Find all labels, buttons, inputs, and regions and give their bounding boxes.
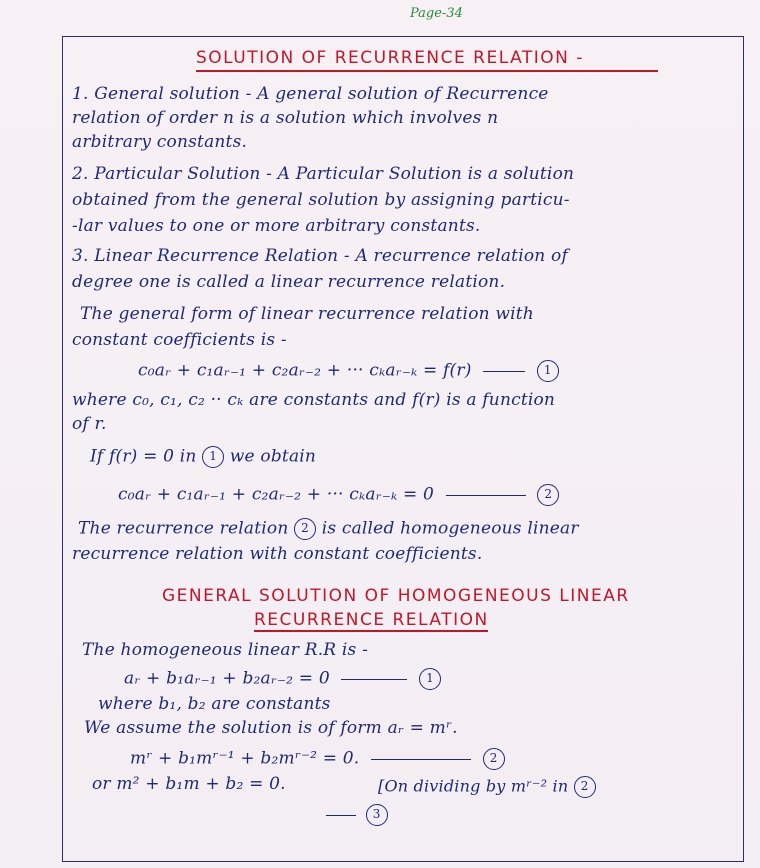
equation-text: aᵣ + b₁aᵣ₋₁ + b₂aᵣ₋₂ = 0 [124, 668, 330, 689]
text-line: 3. Linear Recurrence Relation - A recurrence relation of [72, 246, 568, 266]
equation-label: 2 [483, 748, 505, 770]
equation-ref: 2 [574, 776, 596, 798]
equation-ref: 2 [294, 518, 316, 540]
equation-leader [326, 815, 356, 816]
text-fragment: we obtain [229, 446, 317, 467]
text-line: We assume the solution is of form aᵣ = mʳ. [84, 718, 458, 738]
text-line: 1. General solution - A general solution of Recurrence [72, 84, 549, 104]
text-line: arbitrary constants. [72, 132, 248, 152]
equation-line [124, 668, 441, 690]
title-underline [196, 70, 658, 72]
text-line: where c₀, c₁, c₂ ·· cₖ are constants and f(r) is a function [72, 390, 556, 410]
section-title: RECURRENCE RELATION [254, 610, 489, 630]
text-line: The homogeneous linear R.R is - [82, 640, 369, 660]
equation-line [118, 484, 559, 506]
equation-label: 2 [537, 484, 559, 506]
equation-label: 1 [537, 360, 559, 382]
text-line: The general form of linear recurrence relation with [80, 304, 534, 324]
equation-line [92, 774, 286, 794]
text-line: relation of order n is a solution which involves n [72, 108, 499, 128]
equation-line [138, 360, 559, 382]
equation-text: c₀aᵣ + c₁aᵣ₋₁ + c₂aᵣ₋₂ + ··· cₖaᵣ₋ₖ = f(r) [138, 360, 472, 381]
equation-ref: 1 [202, 446, 224, 468]
text-line: recurrence relation with constant coefficients. [72, 544, 483, 564]
text-fragment: [On dividing by mʳ⁻² in [378, 776, 569, 796]
text-line: 2. Particular Solution - A Particular Solution is a solution [72, 164, 575, 184]
equation-text: mʳ + b₁mʳ⁻¹ + b₂mʳ⁻² = 0. [130, 748, 360, 769]
title-underline [254, 630, 488, 632]
equation-line [78, 518, 579, 540]
text-line: constant coefficients is - [72, 330, 287, 350]
equation-leader [341, 679, 407, 680]
equation-label: 1 [419, 668, 441, 690]
text-fragment: is called homogeneous linear [321, 518, 579, 539]
text-fragment: The recurrence relation [78, 518, 289, 539]
text-line: obtained from the general solution by assigning particu- [72, 190, 570, 210]
equation-line [130, 748, 505, 770]
equation-leader [483, 371, 525, 372]
equation-note [378, 776, 596, 798]
section-title: SOLUTION OF RECURRENCE RELATION - [196, 48, 584, 68]
section-title: GENERAL SOLUTION OF HOMOGENEOUS LINEAR [162, 586, 630, 606]
text-line: degree one is called a linear recurrence relation. [72, 272, 506, 292]
equation-leader [371, 759, 471, 760]
text-line: -lar values to one or more arbitrary constants. [72, 216, 481, 236]
equation-label-line [326, 804, 388, 826]
page-number: Page-34 [410, 6, 463, 21]
text-line: where b₁, b₂ are constants [98, 694, 331, 714]
equation-text: or m² + b₁m + b₂ = 0. [92, 774, 286, 794]
equation-text: c₀aᵣ + c₁aᵣ₋₁ + c₂aᵣ₋₂ + ··· cₖaᵣ₋ₖ = 0 [118, 484, 435, 505]
text-fragment: If f(r) = 0 in [90, 446, 197, 467]
equation-leader [446, 495, 526, 496]
equation-line [90, 446, 316, 468]
equation-label: 3 [366, 804, 388, 826]
text-line: of r. [72, 414, 107, 434]
